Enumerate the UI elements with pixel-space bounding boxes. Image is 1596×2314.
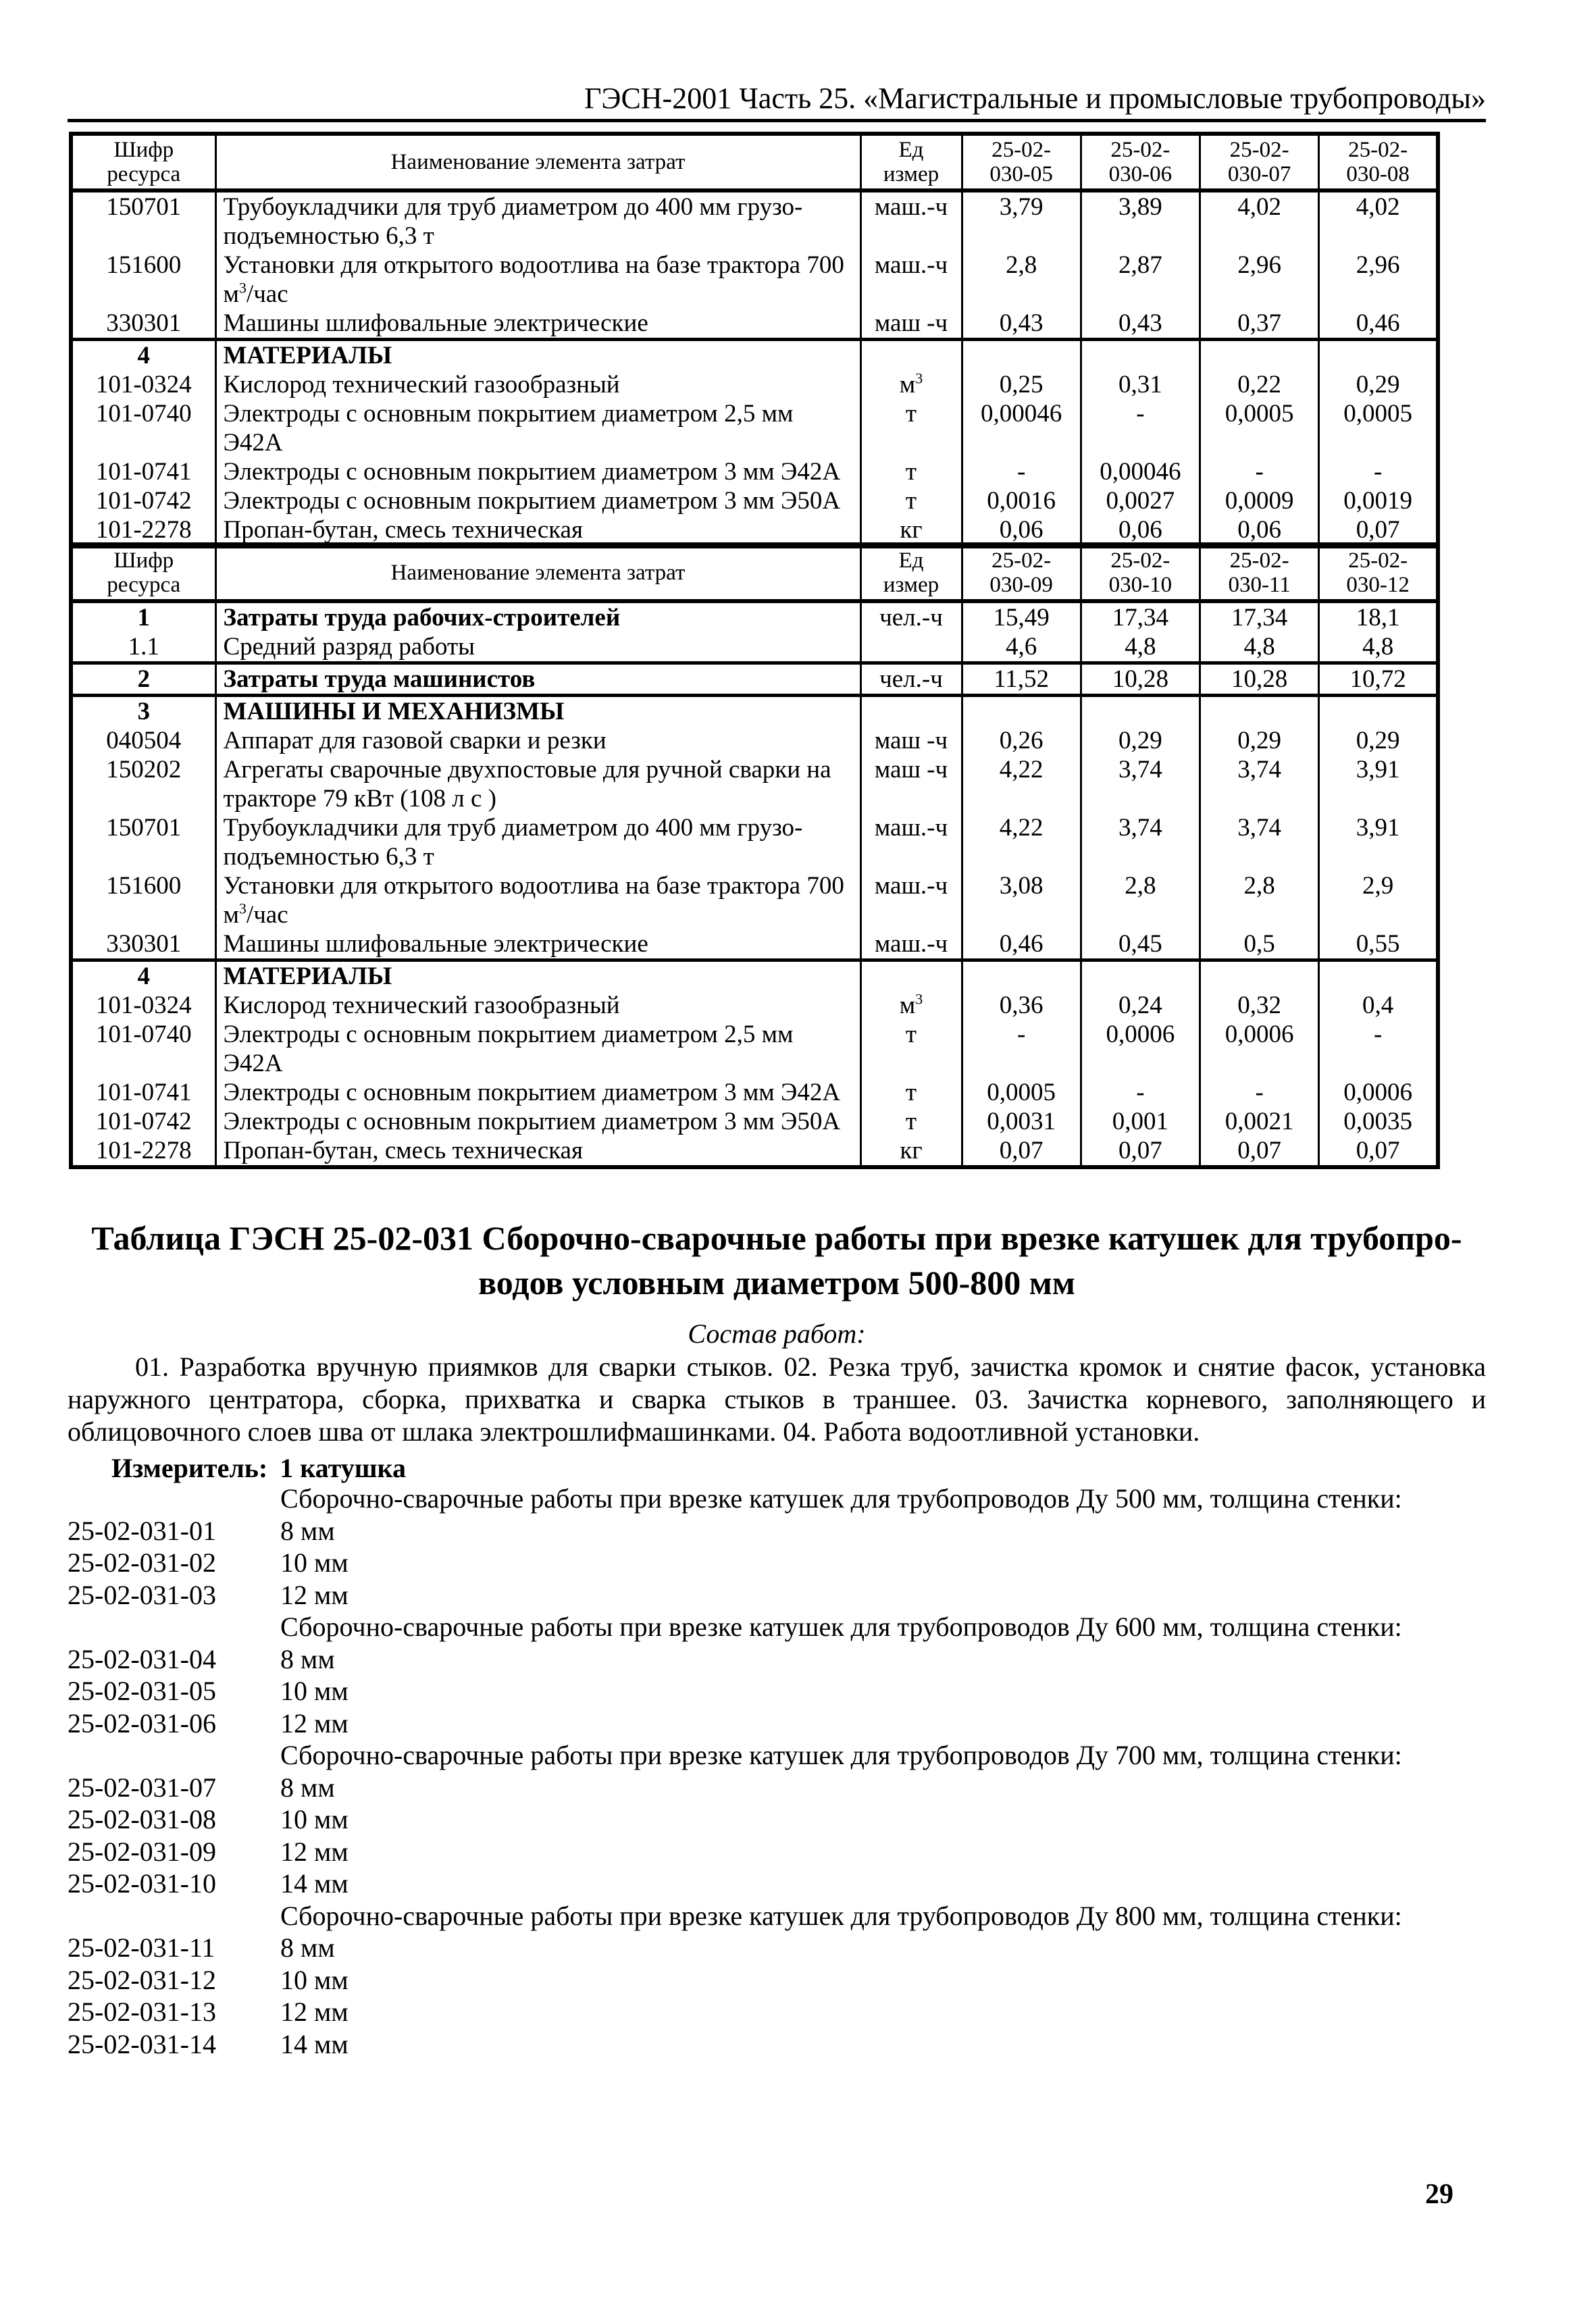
- value-cell: 4,8: [1081, 632, 1200, 663]
- value-cell: -: [1319, 1020, 1438, 1078]
- value-cell: -: [962, 457, 1081, 486]
- resource-code: 330301: [71, 309, 215, 340]
- resource-code: 101-0324: [71, 991, 215, 1020]
- value-cell: [1319, 696, 1438, 727]
- resource-code: 101-0740: [71, 399, 215, 457]
- unit: т: [860, 486, 962, 515]
- list-item: [68, 1772, 1486, 1804]
- resource-name: Электроды с основным покрытием диаметром 3 мм Э42А: [215, 457, 860, 486]
- table-row: [71, 696, 1438, 727]
- resource-code: 101-2278: [71, 1136, 215, 1167]
- value-cell: 0,07: [1081, 1136, 1200, 1167]
- value-cell: 0,0019: [1319, 486, 1438, 515]
- unit: [860, 960, 962, 992]
- resource-name: Затраты труда рабочих-строителей: [215, 601, 860, 632]
- table-row: [71, 457, 1438, 486]
- unit: маш -ч: [860, 755, 962, 813]
- value-cell: 0,0027: [1081, 486, 1200, 515]
- table-row: [71, 663, 1438, 696]
- header-col: [1319, 544, 1438, 601]
- value-cell: 11,52: [962, 663, 1081, 696]
- resource-name: Машины шлифовальные электрические: [215, 929, 860, 960]
- value-cell: 0,29: [1319, 370, 1438, 399]
- value-cell: 0,46: [962, 929, 1081, 960]
- value-cell: 4,8: [1319, 632, 1438, 663]
- wall-thickness: 10 мм: [280, 1547, 349, 1578]
- header-col: [962, 134, 1081, 190]
- norm-code: 25-02-031-09: [68, 1836, 216, 1867]
- value-cell: 2,96: [1200, 251, 1319, 309]
- table-row: [71, 813, 1438, 871]
- list-item: [68, 2028, 1486, 2061]
- list-item: [68, 1643, 1486, 1676]
- wall-thickness: 10 мм: [280, 1676, 349, 1706]
- value-cell: 0,0006: [1081, 1020, 1200, 1078]
- value-cell: 0,37: [1200, 309, 1319, 340]
- value-cell: 0,07: [1319, 515, 1438, 546]
- list-item: [68, 1515, 1486, 1547]
- list-item: [68, 1707, 1486, 1740]
- resource-name: Машины шлифовальные электрические: [215, 309, 860, 340]
- unit: [860, 696, 962, 727]
- unit: кг: [860, 515, 962, 546]
- value-cell: -: [1081, 399, 1200, 457]
- wall-thickness: 8 мм: [280, 1515, 335, 1546]
- value-cell: 0,07: [962, 1136, 1081, 1167]
- value-cell: 3,91: [1319, 813, 1438, 871]
- list-item: [68, 1547, 1486, 1579]
- unit: маш.-ч: [860, 871, 962, 929]
- value-cell: 2,87: [1081, 251, 1200, 309]
- table-row: [71, 1020, 1438, 1078]
- value-cell: 0,24: [1081, 991, 1200, 1020]
- table-row: [71, 1078, 1438, 1107]
- norm-code: 25-02-031-12: [68, 1964, 216, 1995]
- unit: маш -ч: [860, 309, 962, 340]
- value-cell: 0,07: [1200, 1136, 1319, 1167]
- value-cell: 0,5: [1200, 929, 1319, 960]
- table-row: [71, 960, 1438, 992]
- header-unit: Ед измер: [860, 544, 962, 601]
- value-cell: 0,06: [962, 515, 1081, 546]
- unit: маш -ч: [860, 726, 962, 755]
- value-cell: 17,34: [1200, 601, 1319, 632]
- header-col-part: 25-02-: [1229, 138, 1289, 162]
- value-cell: 0,06: [1081, 515, 1200, 546]
- norm-code: 25-02-031-14: [68, 2028, 216, 2059]
- value-cell: 0,0005: [962, 1078, 1081, 1107]
- table-header-row: [71, 134, 1438, 190]
- value-cell: 10,72: [1319, 663, 1438, 696]
- wall-thickness: 12 мм: [280, 1707, 349, 1739]
- group-heading: Сборочно-сварочные работы при врезке катушек для трубопроводов Ду 600 мм, толщина стенки:: [280, 1612, 1402, 1642]
- unit: [860, 340, 962, 371]
- resource-table-2: [69, 542, 1440, 1169]
- table-row: [71, 755, 1438, 813]
- value-cell: -: [962, 1020, 1081, 1078]
- value-cell: [1319, 960, 1438, 992]
- unit: кг: [860, 1136, 962, 1167]
- wall-thickness: 14 мм: [280, 1868, 349, 1899]
- value-cell: 0,07: [1319, 1136, 1438, 1167]
- resource-code: 151600: [71, 251, 215, 309]
- value-cell: 0,25: [962, 370, 1081, 399]
- section-title: Таблица ГЭСН 25-02-031 Сборочно-сварочные работы при врезке катушек для трубопро- водов условным диаметром 500-800 мм: [91, 1219, 1462, 1302]
- table-row: [71, 486, 1438, 515]
- header-rule: [68, 119, 1486, 122]
- value-cell: 15,49: [962, 601, 1081, 632]
- wall-thickness: 12 мм: [280, 1836, 349, 1867]
- header-col-part: 25-02-: [1110, 138, 1170, 162]
- header-code: Шифр ресурса: [71, 134, 215, 190]
- value-cell: -: [1200, 457, 1319, 486]
- value-cell: 4,02: [1200, 190, 1319, 251]
- list-item: [68, 1868, 1486, 1900]
- table-row: [71, 251, 1438, 309]
- value-cell: [962, 340, 1081, 371]
- unit: $м^3$: [860, 991, 962, 1020]
- value-cell: 0,43: [1081, 309, 1200, 340]
- value-cell: [1319, 340, 1438, 371]
- value-cell: [1081, 960, 1200, 992]
- resource-name: Электроды с основным покрытием диаметром 3 мм Э50А: [215, 486, 860, 515]
- table-row: [71, 309, 1438, 340]
- header-col-part: 25-02-: [992, 138, 1052, 162]
- value-cell: 0,0035: [1319, 1107, 1438, 1136]
- resource-code: 4: [71, 960, 215, 992]
- header-col-part: 25-02-: [1110, 548, 1170, 573]
- value-cell: 4,22: [962, 813, 1081, 871]
- value-cell: 3,89: [1081, 190, 1200, 251]
- meter-value: 1 катушка: [280, 1453, 406, 1483]
- list-item: [68, 1803, 1486, 1836]
- meter-label: Измеритель:: [111, 1453, 268, 1483]
- norm-code: 25-02-031-02: [68, 1547, 216, 1578]
- resource-code: 101-0742: [71, 486, 215, 515]
- value-cell: 0,0005: [1319, 399, 1438, 457]
- header-col-part: 030-12: [1346, 573, 1410, 597]
- value-cell: [1200, 696, 1319, 727]
- value-cell: 0,29: [1200, 726, 1319, 755]
- header-col-part: 030-09: [989, 573, 1053, 597]
- unit: маш.-ч: [860, 929, 962, 960]
- value-cell: 0,0009: [1200, 486, 1319, 515]
- norm-code: 25-02-031-01: [68, 1515, 216, 1546]
- value-cell: 10,28: [1200, 663, 1319, 696]
- unit: т: [860, 1020, 962, 1078]
- table-row: [71, 601, 1438, 632]
- unit: т: [860, 1078, 962, 1107]
- resource-name: Электроды с основным покрытием диаметром 3 мм Э50А: [215, 1107, 860, 1136]
- value-cell: 0,001: [1081, 1107, 1200, 1136]
- table-row: [71, 370, 1438, 399]
- table-row: [71, 726, 1438, 755]
- unit: чел.-ч: [860, 663, 962, 696]
- resource-code: 2: [71, 663, 215, 696]
- resource-code: 150202: [71, 755, 215, 813]
- header-col-part: 030-10: [1108, 573, 1173, 597]
- resource-name: Кислород технический газообразный: [215, 991, 860, 1020]
- value-cell: 0,0006: [1200, 1020, 1319, 1078]
- resource-name: Электроды с основным покрытием диаметром 3 мм Э42А: [215, 1078, 860, 1107]
- header-col: [1319, 134, 1438, 190]
- resource-code: 1.1: [71, 632, 215, 663]
- header-col-part: 25-02-: [1229, 548, 1289, 573]
- list-item: [68, 1996, 1486, 2028]
- value-cell: [1081, 340, 1200, 371]
- resource-name: Электроды с основным покрытием диаметром 2,5 мм Э42А: [215, 399, 860, 457]
- table-row: [71, 340, 1438, 371]
- resource-code: 3: [71, 696, 215, 727]
- value-cell: 0,32: [1200, 991, 1319, 1020]
- value-cell: 0,4: [1319, 991, 1438, 1020]
- header-name: Наименование элемента затрат: [215, 544, 860, 601]
- value-cell: -: [1319, 457, 1438, 486]
- resource-table-1: [69, 132, 1440, 548]
- table-row: [71, 399, 1438, 457]
- resource-name: Аппарат для газовой сварки и резки: [215, 726, 860, 755]
- value-cell: 3,79: [962, 190, 1081, 251]
- meter: [111, 1452, 418, 1485]
- norm-code: 25-02-031-08: [68, 1804, 216, 1834]
- group-heading: Сборочно-сварочные работы при врезке катушек для трубопроводов Ду 700 мм, толщина стенки:: [280, 1740, 1402, 1770]
- value-cell: 3,74: [1081, 813, 1200, 871]
- norm-code: 25-02-031-07: [68, 1772, 216, 1803]
- resource-name: МАТЕРИАЛЫ: [215, 340, 860, 371]
- header-unit: Ед измер: [860, 134, 962, 190]
- header-name: Наименование элемента затрат: [215, 134, 860, 190]
- resource-name: МАТЕРИАЛЫ: [215, 960, 860, 992]
- resource-name: Пропан-бутан, смесь техническая: [215, 1136, 860, 1167]
- table-row: [71, 632, 1438, 663]
- value-cell: 4,02: [1319, 190, 1438, 251]
- value-cell: 2,8: [1081, 871, 1200, 929]
- value-cell: 3,74: [1200, 755, 1319, 813]
- header-col: [1081, 544, 1200, 601]
- wall-thickness: 10 мм: [280, 1804, 349, 1834]
- header-col-part: 25-02-: [992, 548, 1052, 573]
- table-row: [71, 929, 1438, 960]
- group-heading: Сборочно-сварочные работы при врезке катушек для трубопроводов Ду 500 мм, толщина стенки:: [280, 1483, 1402, 1514]
- value-cell: 0,00046: [962, 399, 1081, 457]
- value-cell: 4,22: [962, 755, 1081, 813]
- list-item: [68, 1579, 1486, 1612]
- page-number: 29: [1425, 2179, 1453, 2210]
- header-code: Шифр ресурса: [71, 544, 215, 601]
- value-cell: 0,46: [1319, 309, 1438, 340]
- table-row: [71, 190, 1438, 251]
- value-cell: 2,8: [1200, 871, 1319, 929]
- value-cell: 0,0021: [1200, 1107, 1319, 1136]
- resource-name: Пропан-бутан, смесь техническая: [215, 515, 860, 546]
- value-cell: 0,36: [962, 991, 1081, 1020]
- header-col: [962, 544, 1081, 601]
- header-col: [1200, 134, 1319, 190]
- value-cell: 3,74: [1081, 755, 1200, 813]
- resource-code: 150701: [71, 813, 215, 871]
- header-col-part: 030-08: [1346, 162, 1410, 186]
- value-cell: 0,29: [1319, 726, 1438, 755]
- wall-thickness: 8 мм: [280, 1772, 335, 1803]
- header-col: [1081, 134, 1200, 190]
- resource-code: 101-0740: [71, 1020, 215, 1078]
- unit: т: [860, 457, 962, 486]
- group-heading: Сборочно-сварочные работы при врезке катушек для трубопроводов Ду 800 мм, толщина стенки:: [280, 1900, 1402, 1931]
- value-cell: 0,0005: [1200, 399, 1319, 457]
- resource-name: Трубоукладчики для труб диаметром до 400 мм грузо-подъемностью 6,3 т: [215, 190, 860, 251]
- work-composition-text: 01. Разработка вручную приямков для сварки стыков. 02. Резка труб, зачистка кромок и снятие фасок, установка наружного центратора, сборка, прихватка и сварка стыков в траншее. 03. Зачистка корневого, заполняющего и облицовочного слоев шва от шлака электрошлифмашинками. 04. Работа водоотливной установки.: [68, 1352, 1486, 1447]
- unit: т: [860, 399, 962, 457]
- value-cell: 0,22: [1200, 370, 1319, 399]
- table-row: [71, 991, 1438, 1020]
- unit: [860, 632, 962, 663]
- unit: маш.-ч: [860, 813, 962, 871]
- value-cell: [962, 960, 1081, 992]
- resource-code: 151600: [71, 871, 215, 929]
- value-cell: 17,34: [1081, 601, 1200, 632]
- list-item: [68, 1836, 1486, 1868]
- header-col: [1200, 544, 1319, 601]
- value-cell: [962, 696, 1081, 727]
- value-cell: 3,74: [1200, 813, 1319, 871]
- resource-code: 101-2278: [71, 515, 215, 546]
- header-col-part: 030-05: [989, 162, 1053, 186]
- resource-code: 040504: [71, 726, 215, 755]
- value-cell: [1200, 340, 1319, 371]
- unit: маш.-ч: [860, 190, 962, 251]
- value-cell: -: [1081, 1078, 1200, 1107]
- value-cell: 3,08: [962, 871, 1081, 929]
- wall-thickness: 14 мм: [280, 2028, 349, 2059]
- value-cell: 4,8: [1200, 632, 1319, 663]
- header-col-part: 030-07: [1227, 162, 1291, 186]
- unit: чел.-ч: [860, 601, 962, 632]
- value-cell: [1081, 696, 1200, 727]
- table-row: [71, 1136, 1438, 1167]
- running-header: ГЭСН-2001 Часть 25. «Магистральные и промысловые трубопроводы»: [584, 82, 1486, 115]
- value-cell: 0,43: [962, 309, 1081, 340]
- norm-code: 25-02-031-13: [68, 1997, 216, 2027]
- list-item: [68, 1932, 1486, 1964]
- wall-thickness: 8 мм: [280, 1643, 335, 1674]
- header-col-part: 25-02-: [1348, 548, 1408, 573]
- resource-code: 101-0741: [71, 1078, 215, 1107]
- unit: $м^3$: [860, 370, 962, 399]
- value-cell: 4,6: [962, 632, 1081, 663]
- header-col-part: 030-06: [1108, 162, 1173, 186]
- value-cell: -: [1200, 1078, 1319, 1107]
- value-cell: 2,9: [1319, 871, 1438, 929]
- list-item: [68, 1964, 1486, 1997]
- wall-thickness: 8 мм: [280, 1932, 335, 1963]
- table-row: [71, 871, 1438, 929]
- norm-code: 25-02-031-11: [68, 1932, 215, 1963]
- value-cell: 2,96: [1319, 251, 1438, 309]
- list-item: [68, 1675, 1486, 1707]
- value-cell: 18,1: [1319, 601, 1438, 632]
- unit: маш.-ч: [860, 251, 962, 309]
- resource-code: 330301: [71, 929, 215, 960]
- wall-thickness: 12 мм: [280, 1997, 349, 2027]
- norm-code: 25-02-031-04: [68, 1643, 216, 1674]
- resource-code: 101-0324: [71, 370, 215, 399]
- resource-code: 101-0741: [71, 457, 215, 486]
- value-cell: 0,0016: [962, 486, 1081, 515]
- wall-thickness: 12 мм: [280, 1579, 349, 1610]
- work-composition-label: Состав работ:: [688, 1318, 866, 1349]
- wall-thickness: 10 мм: [280, 1964, 349, 1995]
- value-cell: 2,8: [962, 251, 1081, 309]
- resource-code: 1: [71, 601, 215, 632]
- value-cell: 0,31: [1081, 370, 1200, 399]
- norm-code: 25-02-031-06: [68, 1707, 216, 1739]
- unit: т: [860, 1107, 962, 1136]
- norm-code: 25-02-031-03: [68, 1579, 216, 1610]
- resource-name: Средний разряд работы: [215, 632, 860, 663]
- value-cell: 0,29: [1081, 726, 1200, 755]
- resource-code: 101-0742: [71, 1107, 215, 1136]
- resource-name: Установки для открытого водоотлива на базе трактора 700 $м^3$/час: [215, 251, 860, 309]
- table-row: [71, 1107, 1438, 1136]
- value-cell: 0,45: [1081, 929, 1200, 960]
- resource-name: МАШИНЫ И МЕХАНИЗМЫ: [215, 696, 860, 727]
- norm-code: 25-02-031-05: [68, 1676, 216, 1706]
- value-cell: 3,91: [1319, 755, 1438, 813]
- resource-name: Агрегаты сварочные двухпостовые для ручной сварки на тракторе 79 кВт (108 л с ): [215, 755, 860, 813]
- header-col-part: 030-11: [1228, 573, 1291, 597]
- value-cell: 0,06: [1200, 515, 1319, 546]
- norm-list: [68, 1483, 1486, 2060]
- resource-code: 4: [71, 340, 215, 371]
- value-cell: 0,26: [962, 726, 1081, 755]
- value-cell: 0,0006: [1319, 1078, 1438, 1107]
- value-cell: 0,0031: [962, 1107, 1081, 1136]
- value-cell: 0,00046: [1081, 457, 1200, 486]
- resource-name: Трубоукладчики для труб диаметром до 400 мм грузо-подъемностью 6,3 т: [215, 813, 860, 871]
- resource-name: Электроды с основным покрытием диаметром 2,5 мм Э42А: [215, 1020, 860, 1078]
- table-header-row: [71, 544, 1438, 601]
- value-cell: 0,55: [1319, 929, 1438, 960]
- resource-code: 150701: [71, 190, 215, 251]
- norm-code: 25-02-031-10: [68, 1868, 216, 1899]
- resource-name: Кислород технический газообразный: [215, 370, 860, 399]
- value-cell: 10,28: [1081, 663, 1200, 696]
- value-cell: [1200, 960, 1319, 992]
- header-col-part: 25-02-: [1348, 138, 1408, 162]
- resource-name: Установки для открытого водоотлива на базе трактора 700 $м^3$/час: [215, 871, 860, 929]
- resource-name: Затраты труда машинистов: [215, 663, 860, 696]
